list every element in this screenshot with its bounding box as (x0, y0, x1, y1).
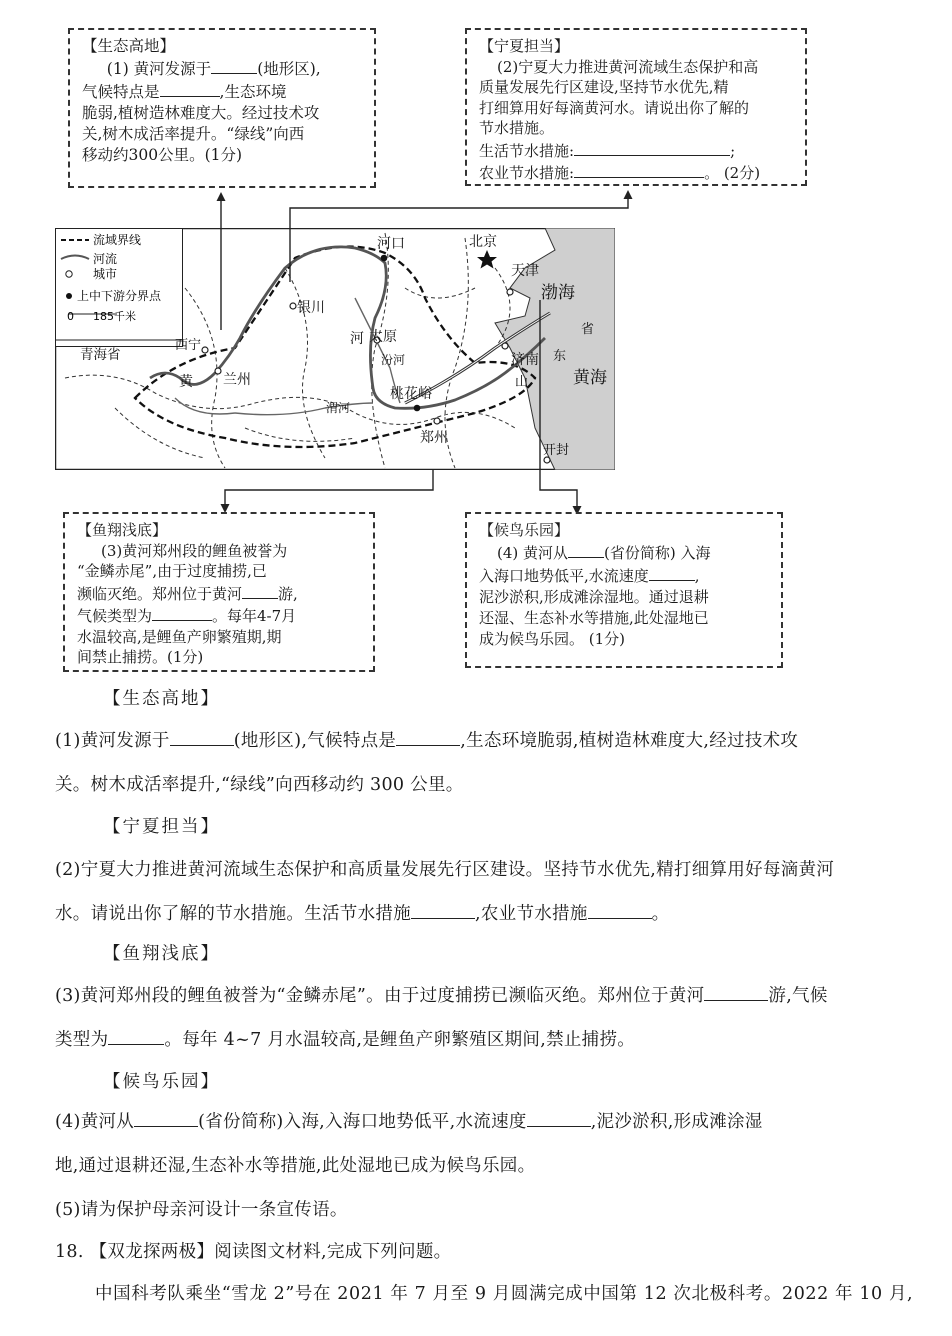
box-line: 还湿、生态补水等措施,此处湿地已 (479, 609, 709, 627)
section-title-ecological-highland: 【生态高地】 (103, 689, 220, 709)
legend-city: 城市 (93, 267, 118, 281)
box-title: 【鱼翔浅底】 (77, 521, 168, 539)
box-line: (3)黄河郑州段的鲤鱼被誉为 (101, 541, 288, 560)
answer-blank[interactable] (588, 898, 652, 919)
legend-river: 河流 (93, 252, 118, 266)
answer-blank[interactable] (527, 1106, 591, 1127)
label-xining: 西宁 (175, 338, 202, 353)
label-weihe: 渭河 (326, 401, 351, 415)
label-shan: 山 (515, 375, 529, 390)
label-sheng: 省 (581, 322, 595, 337)
box-line: 成为候鸟乐园。 (1分) (479, 630, 626, 648)
box-line: 气候特点是 ,生态环境 (82, 80, 362, 103)
label-zhengzhou: 郑州 (420, 430, 448, 446)
label-fenhe: 汾河 (381, 353, 406, 367)
label-kaifeng: 开封 (543, 443, 570, 458)
label-tianjin: 天津 (511, 263, 539, 279)
answer-blank[interactable] (568, 541, 604, 558)
answer-blank[interactable] (108, 1024, 164, 1045)
answer-blank[interactable] (396, 725, 460, 746)
answer-blank[interactable] (134, 1106, 198, 1127)
box-title: 【宁夏担当】 (479, 37, 570, 55)
section-title-ningxia: 【宁夏担当】 (103, 817, 220, 837)
box-line: 间禁止捕捞。(1分) (77, 648, 204, 666)
box-line: 质量发展先行区建设,坚持节水优先,精 (479, 78, 729, 96)
question-2: (2)宁夏大力推进黄河流域生态保护和高质量发展先行区建设。坚持节水优先,精打细算用好每滴黄河 水。请说出你了解的节水措施。生活节水措施 ,农业节水措施 。 (55, 860, 835, 924)
answer-blank[interactable] (152, 604, 212, 621)
box-line: 农业节水措施: 。 (2分) (479, 161, 793, 184)
box-title: 【生态高地】 (82, 37, 176, 55)
svg-text:0: 0 (67, 310, 74, 323)
label-lanzhou: 兰州 (223, 372, 251, 388)
box-line: 移动约300公里。(1分) (82, 146, 243, 164)
box-line: 濒临灭绝。郑州位于黄河 游, (77, 582, 361, 605)
label-huanghai: 黄海 (573, 368, 607, 388)
box-line: 生活节水措施: ; (479, 139, 793, 162)
question-3: (3)黄河郑州段的鲤鱼被誉为“金鳞赤尾”。由于过度捕捞已濒临灭绝。郑州位于黄河 游,气候 类型为 。每年 4~7 月水温较高,是鲤鱼产卵繁殖区期间,禁止捕捞。 (55, 974, 935, 1062)
answer-blank[interactable] (170, 725, 234, 746)
box-line: 入海口地势低平,水流速度 , (479, 564, 769, 587)
label-bohai: 渤海 (541, 283, 575, 303)
box-line: 打细算用好每滴黄河水。请说出你了解的 (479, 98, 750, 117)
answer-blank[interactable] (649, 564, 695, 581)
label-huang: 黄 (179, 374, 193, 390)
label-beijing: 北京 (469, 234, 497, 250)
box-line: 节水措施。 (479, 119, 555, 137)
question-5: (5)请为保护母亲河设计一条宣传语。 (55, 1200, 348, 1220)
section-title-fish: 【鱼翔浅底】 (103, 944, 220, 964)
box-line: 脆弱,植树造林难度大。经过技术攻 (82, 104, 320, 122)
question-4: (4)黄河从 (省份简称)入海,入海口地势低平,水流速度 ,泥沙淤积,形成滩涂湿 地,通过退耕还湿,生态补水等措施,此处湿地已成为候鸟乐园。 (55, 1100, 935, 1188)
label-yinchuan: 银川 (297, 300, 325, 316)
label-taohuayu: 桃花峪 (390, 386, 432, 402)
answer-blank[interactable] (242, 582, 278, 599)
legend-division: 上中下游分界点 (77, 289, 162, 303)
box-line: “金鳞赤尾”,由于过度捕捞,已 (77, 562, 267, 580)
box-line: 关,树木成活率提升。“绿线”向西 (82, 125, 305, 143)
label-qinghai: 青海省 (80, 347, 121, 363)
box-line: 气候类型为 。每年4-7月 (77, 604, 361, 627)
box-line: 水温较高,是鲤鱼产卵繁殖期,期 (77, 627, 282, 646)
answer-blank[interactable] (704, 980, 768, 1001)
section-title-birds: 【候鸟乐园】 (103, 1072, 220, 1092)
box-line: (1) 黄河发源于 (地形区), (82, 57, 362, 80)
connector-arrows (0, 0, 952, 520)
legend-boundary: 流域界线 (93, 233, 142, 247)
question-18-text: 中国科考队乘坐“雪龙 2”号在 2021 年 7 月至 9 月圆满完成中国第 12 次北极科考。2022 年 10 月, (95, 1284, 914, 1304)
question-1: (1)黄河发源于 (地形区),气候特点是 ,生态环境脆弱,植树造林难度大,经过技术攻 关。树木成活率提升,“绿线”向西移动约 300 公里。 (55, 719, 935, 807)
label-he: 河 (350, 331, 364, 347)
label-jinan: 济南 (511, 352, 539, 368)
box-line: (2)宁夏大力推进黄河流域生态保护和高 (497, 57, 759, 76)
legend-scale: 185千米 (93, 310, 136, 323)
label-taiyuan: 太原 (369, 329, 397, 345)
question-18-heading: 18. 【双龙探两极】阅读图文材料,完成下列问题。 (55, 1242, 452, 1262)
box-title: 【候鸟乐园】 (479, 521, 570, 539)
label-hekou: 河口 (377, 236, 405, 252)
callout-box-fish (63, 512, 375, 672)
answer-blank[interactable] (411, 898, 475, 919)
box-line: (4) 黄河从 (省份简称) 入海 (479, 541, 769, 564)
label-dong: 东 (553, 349, 567, 364)
box-line: 泥沙淤积,形成滩涂湿地。通过退耕 (479, 588, 709, 606)
callout-box-birds (465, 512, 783, 668)
